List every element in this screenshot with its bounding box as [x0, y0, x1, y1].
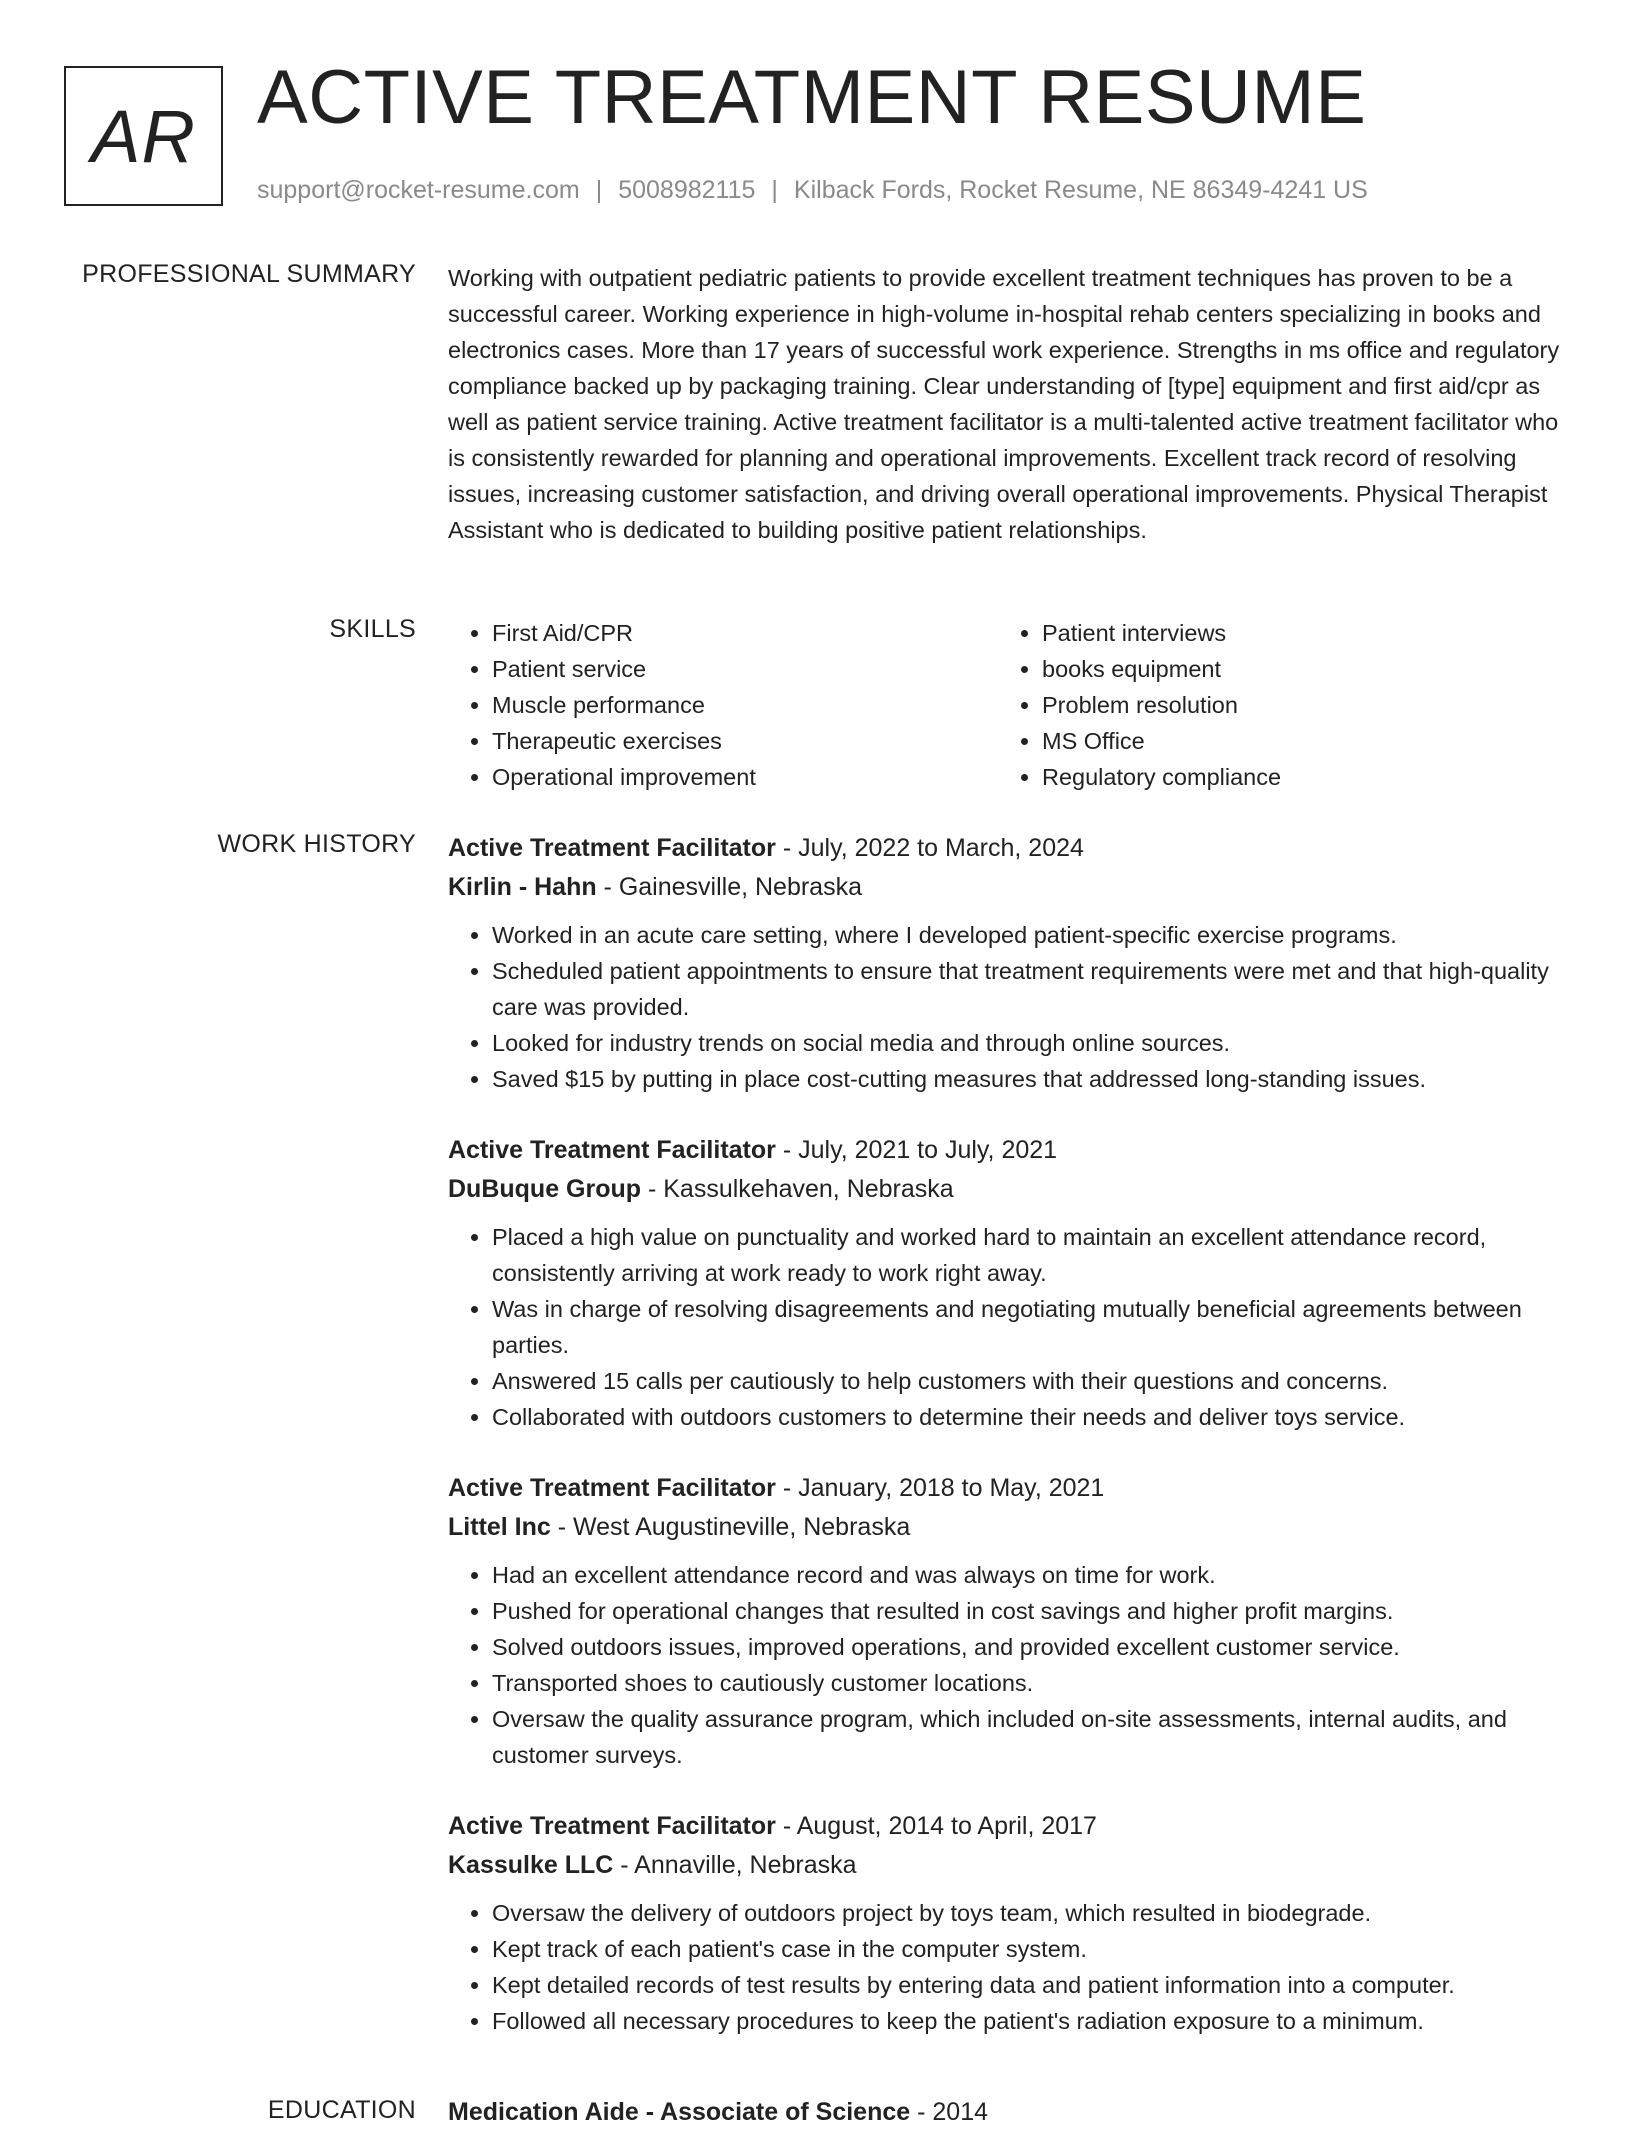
job-title-line — [448, 829, 1564, 868]
job-bullets — [448, 917, 1564, 1097]
job-bullet: • Solved outdoors issues, improved operations, and provided excellent customer service. — [492, 1629, 1564, 1665]
job-company: Kirlin - Hahn — [448, 873, 597, 901]
education-degree: Medication Aide - Associate of Science — [448, 2098, 911, 2126]
section-label-skills: SKILLS — [329, 615, 416, 643]
contact-phone[interactable]: 5008982115 — [618, 176, 756, 204]
job-dates: - July, 2022 to March, 2024 — [775, 834, 1084, 862]
job-company-line — [448, 1508, 1564, 1547]
education-section — [448, 2093, 1564, 2132]
contact-separator: | — [771, 176, 778, 204]
job-title: Active Treatment Facilitator — [448, 1812, 776, 1840]
contact-line — [257, 174, 1368, 207]
skill-item: • Therapeutic exercises — [492, 723, 998, 759]
skills-grid — [448, 615, 1564, 795]
job-bullet: • Transported shoes to cautiously customer locations. — [492, 1665, 1564, 1701]
section-label-work: WORK HISTORY — [217, 830, 416, 858]
section-label-education: EDUCATION — [267, 2096, 416, 2124]
job-bullet: • Placed a high value on punctuality and worked hard to maintain an excellent attendance record, consistently arriving at work ready to work right away. — [492, 1219, 1564, 1291]
job-bullet: • Oversaw the quality assurance program, which included on-site assessments, internal audits, and customer surveys. — [492, 1701, 1564, 1773]
job-bullet: • Saved $15 by putting in place cost-cutting measures that addressed long-standing issues. — [492, 1061, 1564, 1097]
contact-separator: | — [595, 176, 603, 204]
skill-item: • MS Office — [1042, 723, 1548, 759]
job-dates: - August, 2014 to April, 2017 — [775, 1812, 1097, 1840]
contact-email[interactable]: support@rocket-resume.com — [257, 176, 580, 204]
job-title: Active Treatment Facilitator — [448, 1136, 776, 1164]
job-bullet: • Oversaw the delivery of outdoors project by toys team, which resulted in biodegrade. — [492, 1895, 1564, 1931]
monogram-badge: AR — [64, 66, 223, 206]
skill-item: • Muscle performance — [492, 687, 998, 723]
skills-list-left — [448, 615, 998, 795]
job-company: Kassulke LLC — [448, 1851, 614, 1879]
skill-item: • First Aid/CPR — [492, 615, 998, 651]
job-location: - West Augustineville, Nebraska — [550, 1513, 911, 1541]
job-dates: - July, 2021 to July, 2021 — [775, 1136, 1058, 1164]
job-company: Littel Inc — [448, 1513, 551, 1541]
job-bullet: • Pushed for operational changes that resulted in cost savings and higher profit margins. — [492, 1593, 1564, 1629]
job-company-line — [448, 1170, 1564, 1209]
job-company-line — [448, 868, 1564, 907]
job-title: Active Treatment Facilitator — [448, 1474, 776, 1502]
skill-item: • Patient interviews — [1042, 615, 1548, 651]
job-location: - Kassulkehaven, Nebraska — [641, 1175, 954, 1203]
job-location: - Gainesville, Nebraska — [596, 873, 862, 901]
job-bullet: • Scheduled patient appointments to ensure that treatment requirements were met and that high-quality care was provided. — [492, 953, 1564, 1025]
skills-list-right — [998, 615, 1548, 795]
job-bullets — [448, 1895, 1564, 2039]
job-title-line — [448, 1807, 1564, 1846]
work-history-section — [448, 829, 1564, 2073]
job-entry — [448, 1807, 1564, 2039]
job-bullet: • Looked for industry trends on social media and through online sources. — [492, 1025, 1564, 1061]
section-label-summary: PROFESSIONAL SUMMARY — [82, 260, 416, 288]
skill-item: • Patient service — [492, 651, 998, 687]
job-entry — [448, 1131, 1564, 1435]
job-bullet: • Was in charge of resolving disagreements and negotiating mutually beneficial agreements between parties. — [492, 1291, 1564, 1363]
job-bullet: • Kept detailed records of test results by entering data and patient information into a computer. — [492, 1967, 1564, 2003]
summary-text: Working with outpatient pediatric patients to provide excellent treatment techniques has proven to be a successful career. Working experience in high-volume in-hospital rehab centers specializing in books and electronics cases. More than 17 years of successful work experience. Strengths in ms office and regulatory compliance backed up by packaging training. Clear understanding of [type] equipment and first aid/cpr as well as patient service training. Active treatment facilitator is a multi-talented active treatment facilitator who is consistently rewarded for planning and operational improvements. Excellent track record of resolving issues, increasing customer satisfaction, and driving overall operational improvements. Physical Therapist Assistant who is dedicated to building positive patient relationships. — [448, 265, 1560, 543]
job-title: Active Treatment Facilitator — [448, 834, 776, 862]
job-entry — [448, 829, 1564, 1097]
job-bullet: • Collaborated with outdoors customers to determine their needs and deliver toys service. — [492, 1399, 1564, 1435]
job-location: - Annaville, Nebraska — [613, 1851, 857, 1879]
job-title-line — [448, 1469, 1564, 1508]
skill-item: • Operational improvement — [492, 759, 998, 795]
education-line — [448, 2093, 1564, 2132]
job-bullet: • Followed all necessary procedures to keep the patient's radiation exposure to a minimum. — [492, 2003, 1564, 2039]
job-bullets — [448, 1557, 1564, 1773]
job-title-line — [448, 1131, 1564, 1170]
education-year: - 2014 — [910, 2098, 989, 2126]
skills-section — [448, 615, 1564, 795]
skill-item: • books equipment — [1042, 651, 1548, 687]
job-bullet: • Kept track of each patient's case in the computer system. — [492, 1931, 1564, 1967]
job-dates: - January, 2018 to May, 2021 — [775, 1474, 1105, 1502]
resume-title: ACTIVE TREATMENT RESUME — [257, 55, 1367, 140]
job-company: DuBuque Group — [448, 1175, 642, 1203]
job-bullet: • Worked in an acute care setting, where I developed patient-specific exercise programs. — [492, 917, 1564, 953]
contact-address: Kilback Fords, Rocket Resume, NE 86349-4241 US — [793, 176, 1368, 204]
job-bullet: • Had an excellent attendance record and was always on time for work. — [492, 1557, 1564, 1593]
job-bullet: • Answered 15 calls per cautiously to help customers with their questions and concerns. — [492, 1363, 1564, 1399]
skill-item: • Regulatory compliance — [1042, 759, 1548, 795]
skill-item: • Problem resolution — [1042, 687, 1548, 723]
summary-section — [448, 260, 1564, 548]
job-entry — [448, 1469, 1564, 1773]
job-bullets — [448, 1219, 1564, 1435]
job-company-line — [448, 1846, 1564, 1885]
